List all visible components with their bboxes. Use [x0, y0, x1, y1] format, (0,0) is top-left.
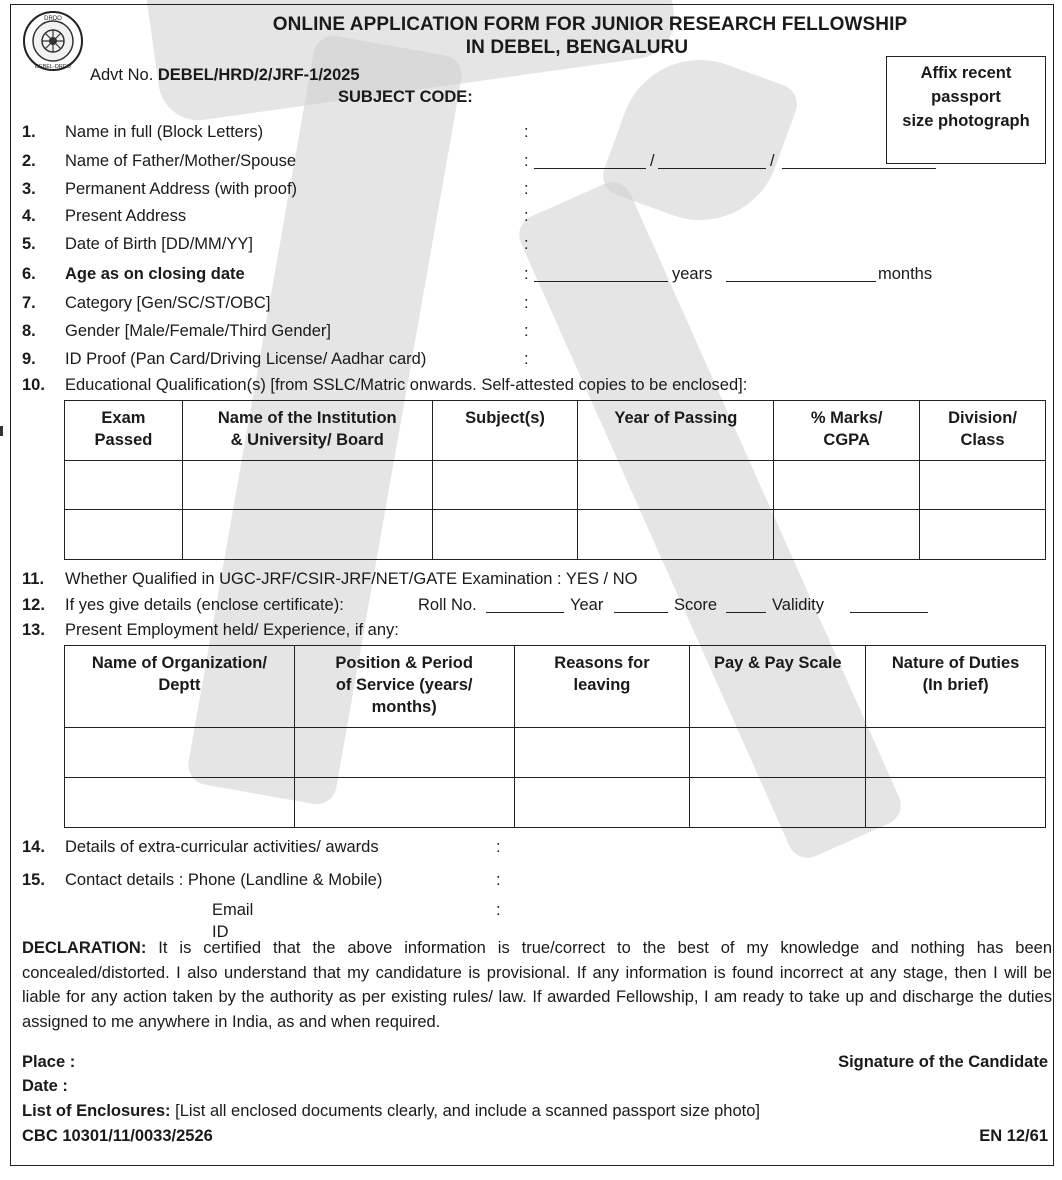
score-label: Score [674, 596, 718, 614]
field-number: 1. [22, 123, 36, 141]
table-header-row [65, 401, 1046, 461]
field-number: 15. [22, 871, 45, 889]
field-number: 5. [22, 235, 36, 253]
table-row[interactable] [65, 461, 1046, 510]
field-number: 7. [22, 294, 36, 312]
field-label: Contact details : Phone (Landline & Mobile) [65, 871, 383, 889]
photo-box[interactable] [886, 56, 1046, 164]
advt-value: DEBEL/HRD/2/JRF-1/2025 [157, 66, 360, 84]
table-cell[interactable] [514, 728, 690, 778]
declaration [22, 936, 1052, 1034]
age-years-unit: years [672, 265, 713, 283]
date-label: Date : [22, 1077, 68, 1095]
table-cell[interactable] [432, 510, 578, 560]
enclosures-text: [List all enclosed documents clearly, and include a scanned passport size photo] [170, 1102, 760, 1120]
table-cell[interactable] [578, 461, 774, 510]
table-cell[interactable] [690, 728, 866, 778]
year-label: Year [570, 596, 604, 614]
col-header-marks: % Marks/ CGPA [774, 401, 920, 461]
advt-number [90, 66, 360, 85]
field-number: 13. [22, 621, 45, 639]
photo-box-line: Affix recent [920, 64, 1012, 82]
field-colon: : [524, 235, 529, 253]
table-cell[interactable] [182, 461, 432, 510]
form-title-line2: IN DEBEL, BENGALURU [465, 37, 689, 58]
table-row[interactable] [65, 728, 1046, 778]
col-header-year: Year of Passing [578, 401, 774, 461]
table-cell[interactable] [65, 510, 183, 560]
education-table [64, 400, 1046, 560]
field-label: If yes give details (enclose certificate): [65, 596, 344, 614]
field-label: Permanent Address (with proof) [65, 180, 298, 198]
field-colon: : [524, 152, 529, 170]
table-cell[interactable] [432, 461, 578, 510]
scan-edge-mark [0, 426, 3, 436]
field-colon: : [524, 350, 529, 368]
field-label: Date of Birth [DD/MM/YY] [65, 235, 253, 253]
field-colon: : [524, 294, 529, 312]
field-colon: : [524, 207, 529, 225]
field-number: 6. [22, 265, 36, 283]
field-number: 3. [22, 180, 36, 198]
col-header-organization: Name of Organization/ Deptt [65, 646, 295, 728]
col-header-position: Position & Period of Service (years/ months) [294, 646, 514, 728]
photo-box-line: passport [931, 88, 1001, 106]
field-colon: : [524, 322, 529, 340]
field-label: Present Employment held/ Experience, if any: [65, 621, 399, 639]
field-number: 8. [22, 322, 36, 340]
field-row-parent[interactable] [0, 150, 1062, 172]
col-header-reasons: Reasons for leaving [514, 646, 690, 728]
mother-name-line[interactable] [658, 152, 766, 169]
field-colon: : [524, 265, 529, 283]
declaration-text: It is certified that the above information is true/correct to the best of my knowledge and nothing has been concealed/distorted. I also understand that my candidature is provisional. If any information is found incorrect at any stage, then I will be liable for any action taken by the authority as per existing rules/ law. If awarded Fellowship, I am ready to take up and discharge the duties assigned to me anywhere in India, as and when required. [22, 939, 1052, 1031]
field-number: 10. [22, 376, 45, 394]
declaration-heading: DECLARATION: [22, 939, 147, 957]
field-label: Category [Gen/SC/ST/OBC] [65, 294, 271, 312]
col-header-division: Division/ Class [920, 401, 1046, 461]
table-cell[interactable] [294, 778, 514, 828]
employment-table [64, 645, 1046, 828]
photo-box-line: size photograph [902, 112, 1030, 130]
place-label: Place : [22, 1053, 76, 1071]
field-separator: / [770, 152, 775, 170]
field-row-exam-details[interactable] [0, 594, 1062, 616]
table-cell[interactable] [690, 778, 866, 828]
field-number: 14. [22, 838, 45, 856]
enclosures-row [22, 1100, 760, 1122]
table-cell[interactable] [920, 461, 1046, 510]
table-cell[interactable] [65, 778, 295, 828]
table-cell[interactable] [294, 728, 514, 778]
age-years-line[interactable] [534, 265, 668, 282]
subject-code-label: SUBJECT CODE: [338, 88, 473, 106]
field-label: Gender [Male/Female/Third Gender] [65, 322, 331, 340]
form-title-line1: ONLINE APPLICATION FORM FOR JUNIOR RESEARCH FELLOWSHIP [272, 14, 908, 35]
field-number: 2. [22, 152, 36, 170]
svg-text:DEBEL-DRDO: DEBEL-DRDO [34, 64, 72, 70]
en-code: EN 12/61 [979, 1127, 1048, 1145]
email-label: Email ID [212, 901, 254, 941]
field-colon: : [524, 180, 529, 198]
field-label: Whether Qualified in UGC-JRF/CSIR-JRF/NET/GATE Examination : YES / NO [65, 570, 638, 588]
col-header-exam: Exam Passed [65, 401, 183, 461]
table-cell[interactable] [65, 461, 183, 510]
field-number: 4. [22, 207, 36, 225]
field-label: Age as on closing date [65, 265, 245, 283]
table-cell[interactable] [866, 728, 1046, 778]
field-label: Name of Father/Mother/Spouse [65, 152, 297, 170]
validity-line[interactable] [850, 596, 928, 613]
col-header-subjects: Subject(s) [432, 401, 578, 461]
table-cell[interactable] [774, 510, 920, 560]
field-label: Educational Qualification(s) [from SSLC/Matric onwards. Self-attested copies to be enclosed]: [65, 376, 748, 394]
field-label: Details of extra-curricular activities/ awards [65, 838, 379, 856]
cbc-code: CBC 10301/11/0033/2526 [22, 1127, 213, 1145]
enclosures-label: List of Enclosures: [22, 1102, 171, 1120]
roll-no-line[interactable] [486, 596, 564, 613]
field-number: 11. [22, 570, 45, 588]
age-months-line[interactable] [726, 265, 876, 282]
col-header-pay: Pay & Pay Scale [690, 646, 866, 728]
field-label: ID Proof (Pan Card/Driving License/ Aadhar card) [65, 350, 427, 368]
field-colon: : [496, 901, 501, 919]
field-label: Present Address [65, 207, 187, 225]
field-colon: : [496, 871, 501, 889]
signature-label: Signature of the Candidate [838, 1053, 1048, 1071]
score-line[interactable] [726, 596, 766, 613]
advt-label: Advt No. [90, 66, 154, 84]
age-months-unit: months [878, 265, 933, 283]
field-row-age[interactable] [0, 263, 1062, 285]
field-separator: / [650, 152, 655, 170]
table-cell[interactable] [514, 778, 690, 828]
table-cell[interactable] [774, 461, 920, 510]
table-cell[interactable] [578, 510, 774, 560]
table-cell[interactable] [920, 510, 1046, 560]
field-colon: : [496, 838, 501, 856]
svg-text:DRDO: DRDO [44, 16, 62, 22]
table-cell[interactable] [65, 728, 295, 778]
col-header-duties: Nature of Duties (In brief) [866, 646, 1046, 728]
field-number: 12. [22, 596, 45, 614]
col-header-institution: Name of the Institution & University/ Board [182, 401, 432, 461]
field-number: 9. [22, 350, 36, 368]
roll-no-label: Roll No. [418, 596, 477, 614]
table-cell[interactable] [182, 510, 432, 560]
validity-label: Validity [772, 596, 824, 614]
spouse-name-line[interactable] [782, 152, 936, 169]
father-name-line[interactable] [534, 152, 646, 169]
table-row[interactable] [65, 510, 1046, 560]
table-row[interactable] [65, 778, 1046, 828]
table-header-row [65, 646, 1046, 728]
table-cell[interactable] [866, 778, 1046, 828]
year-line[interactable] [614, 596, 668, 613]
field-colon: : [524, 123, 529, 141]
field-label: Name in full (Block Letters) [65, 123, 264, 141]
